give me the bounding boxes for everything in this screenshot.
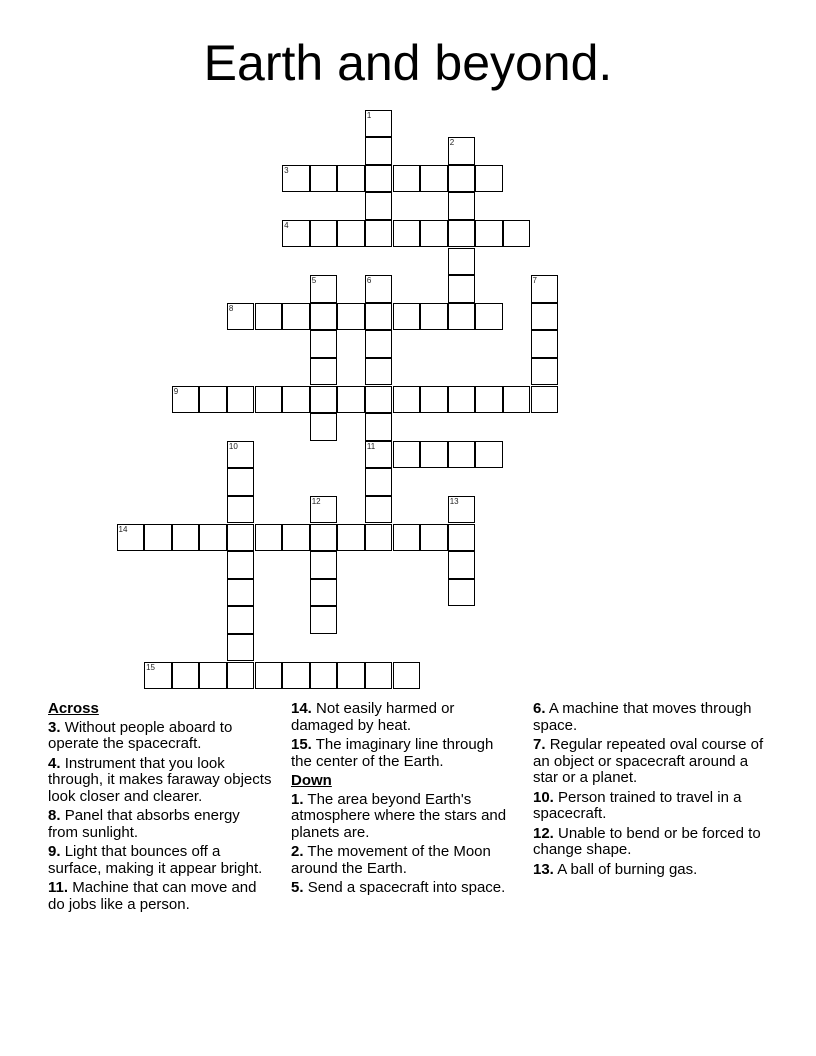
grid-cell[interactable] bbox=[365, 413, 393, 441]
clue-across-8: 8. Panel that absorbs energy from sunlight. bbox=[48, 807, 240, 841]
cell-number: 2 bbox=[449, 138, 455, 148]
clue-down-10: 10. Person trained to travel in a spacecraft. bbox=[533, 788, 742, 822]
grid-cell[interactable] bbox=[337, 662, 365, 690]
grid-cell[interactable] bbox=[199, 662, 227, 690]
grid-cell[interactable] bbox=[420, 441, 448, 469]
grid-cell[interactable] bbox=[310, 330, 338, 358]
cell-number: 11 bbox=[366, 441, 376, 451]
grid-cell[interactable] bbox=[503, 220, 531, 248]
grid-cell[interactable] bbox=[310, 275, 338, 303]
grid-cell[interactable] bbox=[531, 386, 559, 414]
clue-across-3: 3. Without people aboard to operate the spacecraft. bbox=[48, 718, 233, 752]
grid-cell[interactable] bbox=[448, 386, 476, 414]
grid-cell[interactable] bbox=[255, 662, 283, 690]
clue-down-5: 5. Send a spacecraft into space. bbox=[291, 879, 506, 896]
grid-cell[interactable] bbox=[310, 662, 338, 690]
grid-cell[interactable] bbox=[227, 468, 255, 496]
grid-cell[interactable] bbox=[365, 303, 393, 331]
grid-cell[interactable] bbox=[448, 441, 476, 469]
cell-number: 13 bbox=[449, 496, 459, 506]
grid-cell[interactable] bbox=[282, 165, 310, 193]
grid-cell[interactable] bbox=[337, 165, 365, 193]
grid-cell[interactable] bbox=[282, 524, 310, 552]
grid-cell[interactable] bbox=[337, 303, 365, 331]
clue-across-14: 14. Not easily harmed or damaged by heat. bbox=[291, 700, 455, 734]
grid-cell[interactable] bbox=[448, 275, 476, 303]
across-heading: Across bbox=[48, 700, 99, 717]
grid-cell[interactable] bbox=[310, 413, 338, 441]
clues-column-3 bbox=[533, 701, 768, 881]
grid-cell[interactable] bbox=[227, 496, 255, 524]
grid-cell[interactable] bbox=[172, 524, 200, 552]
grid-cell[interactable] bbox=[282, 220, 310, 248]
grid-cell[interactable] bbox=[448, 551, 476, 579]
cell-number: 4 bbox=[284, 220, 289, 230]
grid-cell[interactable] bbox=[365, 386, 393, 414]
grid-cell[interactable] bbox=[282, 386, 310, 414]
grid-cell[interactable] bbox=[365, 441, 393, 469]
grid-cell[interactable] bbox=[531, 275, 559, 303]
grid-cell[interactable] bbox=[199, 386, 227, 414]
grid-cell[interactable] bbox=[310, 496, 338, 524]
cell-number: 5 bbox=[311, 276, 317, 286]
grid-cell[interactable] bbox=[531, 358, 559, 386]
cell-number: 9 bbox=[173, 386, 179, 396]
grid-cell[interactable] bbox=[365, 662, 393, 690]
grid-cell[interactable] bbox=[475, 386, 503, 414]
grid-cell[interactable] bbox=[227, 524, 255, 552]
grid-cell[interactable] bbox=[420, 386, 448, 414]
grid-cell[interactable] bbox=[393, 220, 421, 248]
cell-number: 8 bbox=[228, 303, 234, 313]
grid-cell[interactable] bbox=[255, 303, 283, 331]
grid-cell[interactable] bbox=[227, 386, 255, 414]
grid-cell[interactable] bbox=[310, 579, 338, 607]
grid-cell[interactable] bbox=[448, 496, 476, 524]
grid-cell[interactable] bbox=[172, 662, 200, 690]
grid-cell[interactable] bbox=[255, 524, 283, 552]
grid-cell[interactable] bbox=[420, 303, 448, 331]
grid-cell[interactable] bbox=[172, 386, 200, 414]
grid-cell[interactable] bbox=[448, 192, 476, 220]
grid-cell[interactable] bbox=[227, 551, 255, 579]
grid-cell[interactable] bbox=[282, 662, 310, 690]
grid-cell[interactable] bbox=[282, 303, 310, 331]
cell-number: 1 bbox=[366, 110, 372, 120]
grid-cell[interactable] bbox=[393, 303, 421, 331]
clues-column-2 bbox=[291, 701, 516, 900]
clue-down-13: 13. A ball of burning gas. bbox=[533, 860, 698, 878]
down-heading: Down bbox=[291, 772, 332, 789]
page-title: Earth and beyond. bbox=[203, 35, 613, 91]
grid-cell[interactable] bbox=[448, 579, 476, 607]
grid-cell[interactable] bbox=[365, 275, 393, 303]
grid-cell[interactable] bbox=[199, 524, 227, 552]
grid-cell[interactable] bbox=[227, 579, 255, 607]
grid-cell[interactable] bbox=[227, 606, 255, 634]
cell-number: 7 bbox=[532, 276, 537, 286]
clue-across-15: 15. The imaginary line through the center of the Earth. bbox=[291, 736, 494, 770]
grid-cell[interactable] bbox=[420, 165, 448, 193]
clue-down-7: 7. Regular repeated oval course of an object or spacecraft around a star or a planet. bbox=[533, 736, 764, 786]
grid-cell[interactable] bbox=[393, 386, 421, 414]
grid-cell[interactable] bbox=[310, 524, 338, 552]
cell-number: 6 bbox=[366, 276, 372, 286]
grid-cell[interactable] bbox=[310, 551, 338, 579]
grid-cell[interactable] bbox=[503, 386, 531, 414]
grid-cell[interactable] bbox=[365, 137, 393, 165]
grid-cell[interactable] bbox=[144, 662, 172, 690]
grid-cell[interactable] bbox=[227, 634, 255, 662]
clue-across-4: 4. Instrument that you look through, it makes faraway objects look closer and clearer. bbox=[48, 754, 272, 805]
grid-cell[interactable] bbox=[420, 220, 448, 248]
grid-cell[interactable] bbox=[310, 358, 338, 386]
grid-cell[interactable] bbox=[365, 330, 393, 358]
grid-cell[interactable] bbox=[310, 386, 338, 414]
grid-cell[interactable] bbox=[255, 386, 283, 414]
grid-cell[interactable] bbox=[365, 220, 393, 248]
clues-column-1 bbox=[48, 701, 273, 916]
grid-cell[interactable] bbox=[365, 358, 393, 386]
grid-cell[interactable] bbox=[227, 662, 255, 690]
grid-cell[interactable] bbox=[448, 248, 476, 276]
cell-number: 3 bbox=[284, 165, 289, 175]
grid-cell[interactable] bbox=[365, 192, 393, 220]
grid-cell[interactable] bbox=[365, 524, 393, 552]
grid-cell[interactable] bbox=[310, 165, 338, 193]
grid-cell[interactable] bbox=[117, 524, 145, 552]
cell-number: 10 bbox=[228, 441, 238, 451]
grid-cell[interactable] bbox=[448, 220, 476, 248]
clue-across-11: 11. Machine that can move and do jobs like a person. bbox=[48, 879, 257, 913]
grid-cell[interactable] bbox=[448, 165, 476, 193]
grid-cell[interactable] bbox=[475, 441, 503, 469]
clue-down-12: 12. Unable to bend or be forced to change shape. bbox=[533, 824, 761, 858]
grid-cell[interactable] bbox=[337, 524, 365, 552]
grid-cell[interactable] bbox=[475, 303, 503, 331]
grid-cell[interactable] bbox=[393, 662, 421, 690]
grid-cell[interactable] bbox=[393, 524, 421, 552]
cell-number: 15 bbox=[146, 662, 155, 672]
grid-cell[interactable] bbox=[420, 524, 448, 552]
grid-cell[interactable] bbox=[365, 165, 393, 193]
grid-cell[interactable] bbox=[337, 220, 365, 248]
grid-cell[interactable] bbox=[310, 220, 338, 248]
grid-cell[interactable] bbox=[448, 137, 476, 165]
grid-cell[interactable] bbox=[144, 524, 172, 552]
grid-cell[interactable] bbox=[475, 220, 503, 248]
cell-number: 14 bbox=[118, 524, 128, 534]
grid-cell[interactable] bbox=[227, 303, 255, 331]
grid-cell[interactable] bbox=[393, 441, 421, 469]
grid-cell[interactable] bbox=[448, 303, 476, 331]
grid-cell[interactable] bbox=[475, 165, 503, 193]
clue-across-9: 9. Light that bounces off a surface, making it appear bright. bbox=[48, 843, 263, 877]
grid-cell[interactable] bbox=[531, 330, 559, 358]
clue-down-1: 1. The area beyond Earth's atmosphere where the stars and planets are. bbox=[291, 790, 507, 841]
grid-cell[interactable] bbox=[310, 303, 338, 331]
grid-cell[interactable] bbox=[393, 165, 421, 193]
grid-cell[interactable] bbox=[365, 496, 393, 524]
grid-cell[interactable] bbox=[448, 524, 476, 552]
clue-down-2: 2. The movement of the Moon around the Earth. bbox=[291, 843, 491, 877]
grid-cell[interactable] bbox=[310, 606, 338, 634]
clue-down-6: 6. A machine that moves through space. bbox=[533, 700, 752, 734]
grid-cell[interactable] bbox=[337, 386, 365, 414]
grid-cell[interactable] bbox=[227, 441, 255, 469]
grid-cell[interactable] bbox=[531, 303, 559, 331]
grid-cell[interactable] bbox=[365, 468, 393, 496]
cell-number: 12 bbox=[311, 496, 321, 506]
grid-cell[interactable] bbox=[365, 110, 393, 138]
